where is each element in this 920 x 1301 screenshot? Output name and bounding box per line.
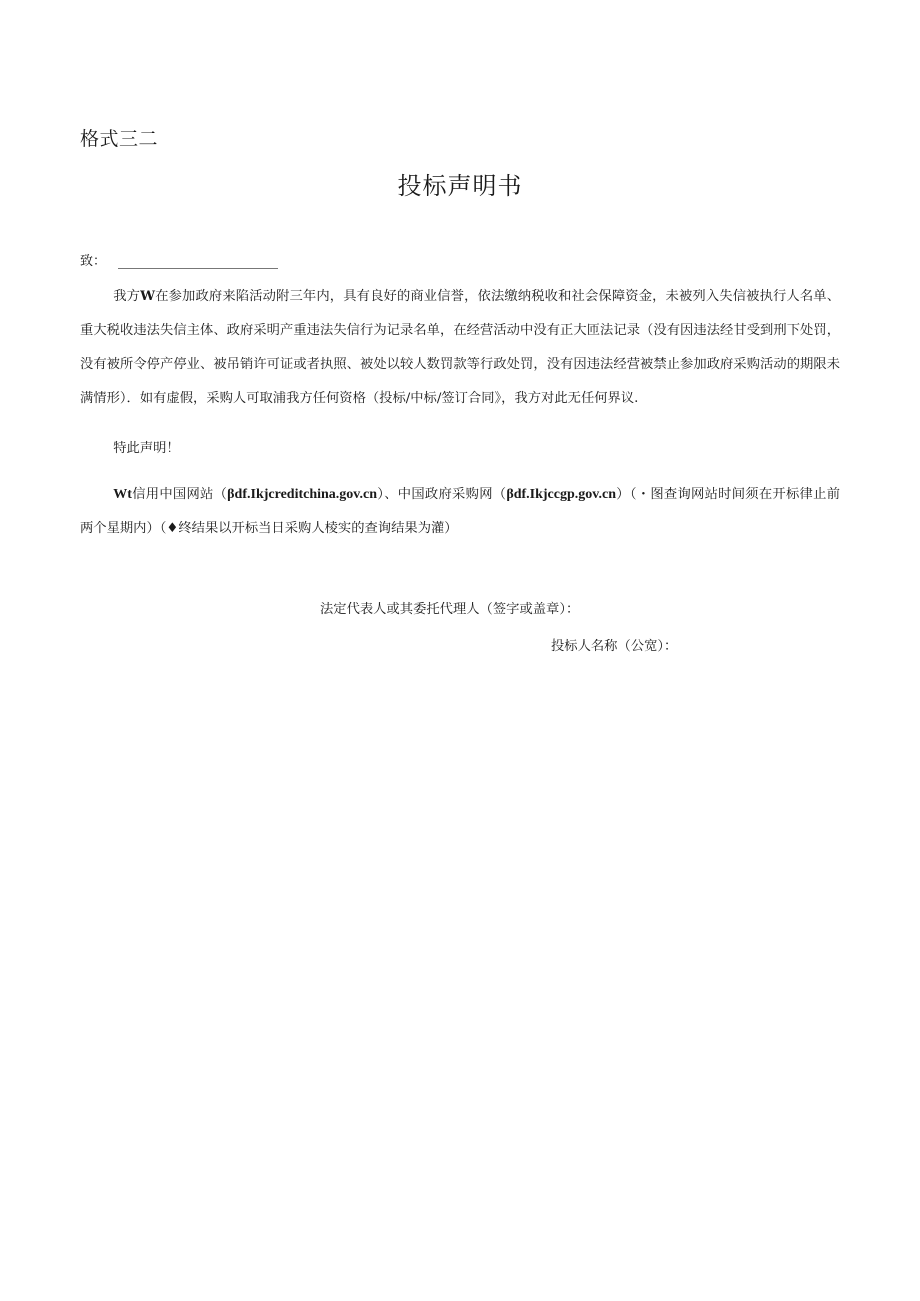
addressee-line [80, 250, 278, 269]
declaration-text: 在参加政府来陷活动附三年内，具有良好的商业信誉，依法缴纳税收和社会保障资金，未被列入失信被执行人名单、重大税收违法失信主体、政府采明产重违法失信行为记录名单，在经营活动中没有正大匝法记录（没有因违法经甘受到刑下处罚，没有被所令停产停业、被吊销许可证或者执照、被处以较人数罚款等行政处罚，没有因违法经营被禁止参加政府采购活动的期限未满情形）．如有虚假，采购人可取浦我方任何资格（投标/中标/签订合同》，我方对此无任何界议. [80, 289, 841, 406]
credit-url-2: βdf.Ikjccgp.gov.cn [506, 487, 616, 502]
format-label: 格式三二 [80, 128, 159, 150]
declaration-bold-mark: W [140, 289, 156, 304]
document-title: 投标声明书 [397, 172, 523, 200]
credit-query-paragraph [80, 478, 840, 546]
credit-bold-lead: Wt [113, 487, 132, 502]
credit-url-1: βdf.Ikjcreditchina.gov.cn [227, 487, 378, 502]
addressee-label: 致： [80, 254, 107, 269]
credit-text-3: ）（・图查询网站时间须在开标律止前两个星期内）（♦终结果以开标当日采购人棱实的查询结果为灌） [80, 487, 840, 536]
legal-representative-signature: 法定代表人或其委托代理人（签字或盖章）： [320, 602, 580, 617]
declaration-prefix: 我方 [113, 289, 141, 304]
credit-text-1: 信用中国网站（ [131, 487, 228, 502]
credit-text-2: ）、中国政府采购网（ [377, 487, 507, 502]
declaration-paragraph [80, 280, 840, 416]
bidder-name-seal: 投标人名称（公宽）： [551, 639, 678, 654]
addressee-blank [118, 254, 278, 269]
special-statement: 特此声明！ [113, 441, 180, 456]
